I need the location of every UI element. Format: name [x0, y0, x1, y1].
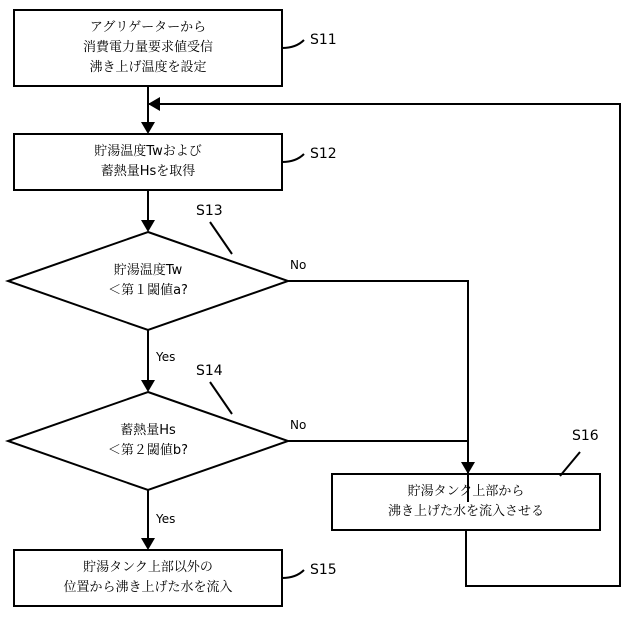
leader-s12 [282, 154, 304, 162]
node-s16-line-2: 沸き上げた水を流入させる [387, 504, 544, 519]
arrowhead-s14 [141, 380, 155, 392]
node-s12-shape [14, 134, 282, 190]
node-s13-line-1: 貯湯温度Tw [113, 263, 183, 278]
branch-label-s14-yes: Yes [156, 512, 176, 526]
node-s14-line-2: ＜第２閾値b? [107, 443, 189, 458]
arrowhead-s12 [141, 122, 155, 134]
step-label-s11: S11 [310, 32, 337, 48]
node-s11-line-1: アグリゲーターから [89, 20, 207, 35]
node-s16-shape [332, 474, 600, 530]
step-label-s16: S16 [572, 428, 599, 444]
node-s13-line-2: ＜第１閾値a? [108, 283, 188, 298]
arrowhead-s13 [141, 220, 155, 232]
leader-s14 [210, 382, 232, 414]
leader-s15 [282, 570, 304, 578]
node-s11-shape [14, 10, 282, 86]
edge-s13-no [288, 281, 468, 502]
arrowhead-s15 [141, 538, 155, 550]
node-s15-shape [14, 550, 282, 606]
step-label-s15: S15 [310, 562, 337, 578]
node-s16-line-1: 貯湯タンク上部から [407, 484, 525, 499]
leader-s11 [282, 40, 304, 48]
step-label-s14: S14 [196, 363, 223, 379]
step-label-s12: S12 [310, 146, 337, 162]
arrowhead-s16 [461, 462, 475, 474]
branch-label-s13-no: No [290, 258, 307, 272]
node-s14-line-1: 蓄熱量Hs [120, 423, 176, 438]
node-s13-shape [8, 232, 288, 330]
node-s12-line-1: 貯湯温度Twおよび [94, 144, 202, 159]
node-s11-line-3: 沸き上げ温度を設定 [89, 60, 207, 75]
leader-s16 [560, 452, 580, 476]
leader-s13 [210, 222, 232, 254]
arrowhead-loop [148, 97, 160, 111]
node-s11-line-2: 消費電力量要求値受信 [82, 40, 213, 55]
node-s12-line-2: 蓄熱量Hsを取得 [100, 164, 196, 179]
branch-label-s14-no: No [290, 418, 307, 432]
node-s15-line-2: 位置から沸き上げた水を流入 [63, 580, 233, 595]
node-s14-shape [8, 392, 288, 490]
step-label-s13: S13 [196, 203, 223, 219]
branch-label-s13-yes: Yes [156, 350, 176, 364]
node-s15-line-1: 貯湯タンク上部以外の [83, 560, 213, 575]
